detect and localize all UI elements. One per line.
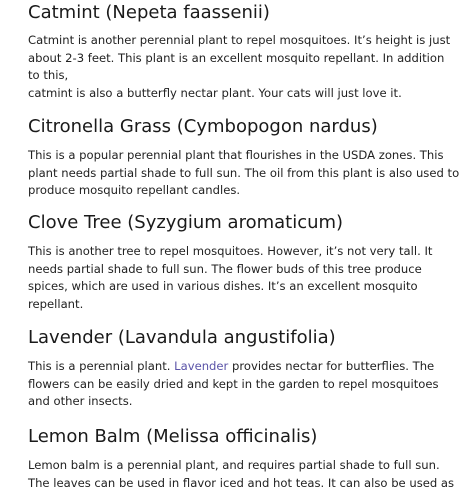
description-line: repellant.: [28, 296, 84, 311]
description-line: flowers can be easily dried and kept in the garden to repel mosquitoes: [28, 376, 439, 391]
description-text: provides nectar for butterflies. The: [228, 359, 435, 373]
plant-title: Lemon Balm (Melissa officinalis): [28, 426, 318, 447]
plant-title: Clove Tree (Syzygium aromaticum): [28, 212, 344, 233]
description-line: [28, 358, 439, 376]
description-line: produce mosquito repellant candles.: [28, 183, 241, 198]
description-line: needs partial shade to full sun. The flower buds of this tree produce: [28, 261, 422, 276]
plant-title: Lavender (Lavandula angustifolia): [28, 327, 336, 348]
plant-description: [28, 358, 439, 411]
description-text: This is a perennial plant.: [28, 359, 175, 373]
plant-description: [28, 147, 459, 200]
description-line: to this,: [28, 68, 69, 83]
plant-description: [28, 457, 454, 492]
plant-description: [28, 243, 432, 313]
description-line: This is a popular perennial plant that flourishes in the USDA zones. This: [28, 148, 444, 162]
description-line: Lemon balm is a perennial plant, and requires partial shade to full sun.: [28, 458, 440, 472]
plant-section-citronella-grass: [28, 116, 459, 200]
description-line: spices, which are used in various dishes. It’s an excellent mosquito: [28, 279, 418, 294]
description-line: catmint is also a butterfly nectar plant. Your cats will just love it.: [28, 85, 402, 100]
description-line: about 2-3 feet. This plant is an excellent mosquito repellant. In addition: [28, 50, 445, 65]
plant-title: Citronella Grass (Cymbopogon nardus): [28, 116, 378, 137]
plant-section-lemon-balm: [28, 426, 454, 492]
description-line: This is another tree to repel mosquitoes. However, it’s not very tall. It: [28, 244, 433, 258]
description-line: plant needs partial shade to full sun. The oil from this plant is also used to: [28, 165, 460, 180]
plant-section-catmint: [28, 2, 450, 102]
description-line: The leaves can be used in flavor iced and hot teas. It can also be used as: [28, 475, 455, 490]
plant-description: [28, 32, 450, 102]
description-line: and other insects.: [28, 394, 133, 409]
plant-section-clove-tree: [28, 212, 432, 313]
description-line: Catmint is another perennial plant to repel mosquitoes. It’s height is just: [28, 33, 451, 47]
plant-title: Catmint (Nepeta faassenii): [28, 2, 270, 23]
lavender-link[interactable]: Lavender: [174, 359, 229, 373]
plant-section-lavender: [28, 327, 439, 411]
